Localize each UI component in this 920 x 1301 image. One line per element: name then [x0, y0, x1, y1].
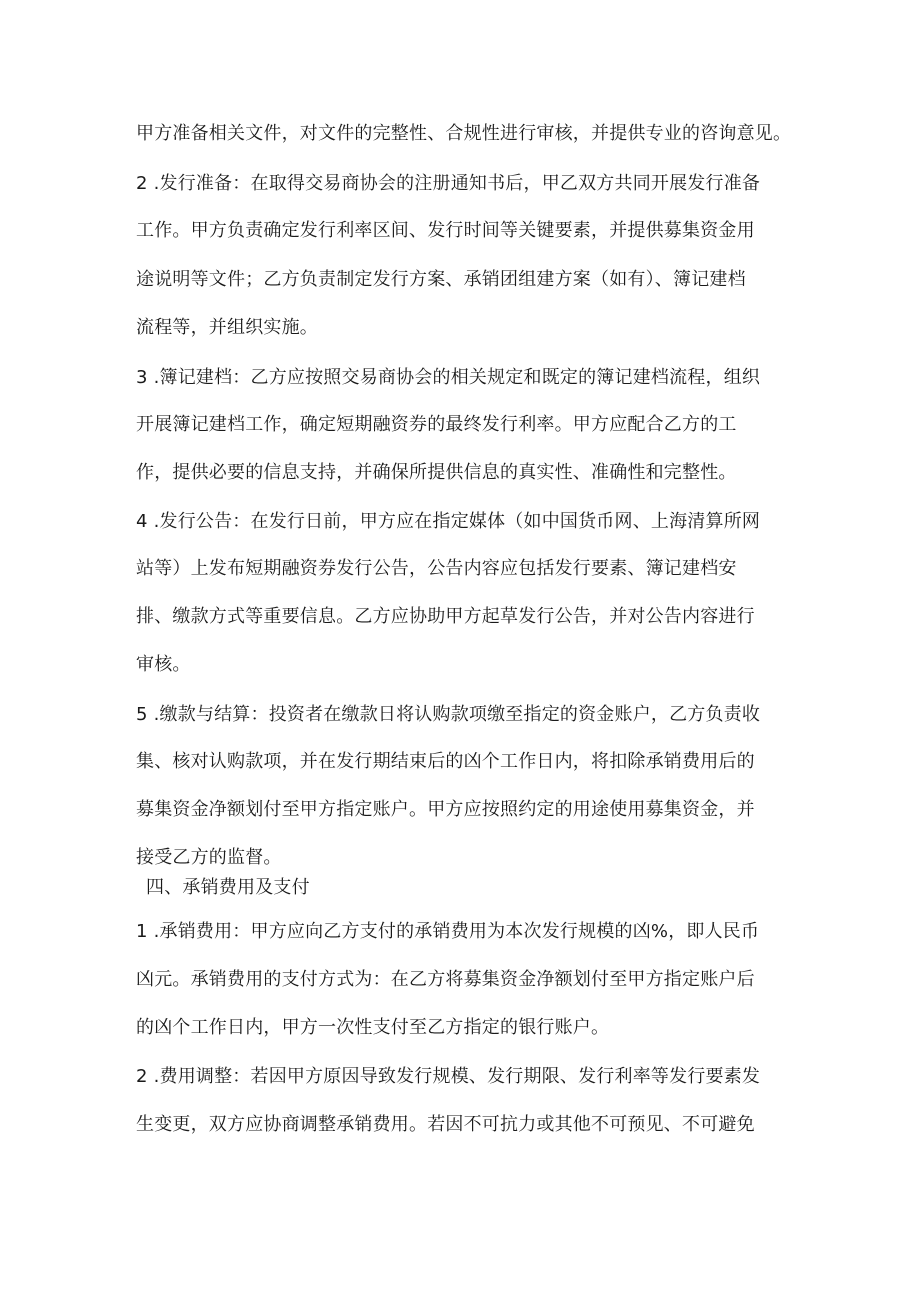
- text-line: 站等）上发布短期融资券发行公告，公告内容应包括发行要素、簿记建档安: [136, 558, 737, 579]
- text-line: 5 .缴款与结算：投资者在缴款日将认购款项缴至指定的资金账户，乙方负责收: [136, 704, 761, 725]
- text-line: 2 .费用调整：若因甲方原因导致发行规模、发行期限、发行利率等发行要素发: [136, 1066, 761, 1087]
- text-line: 4 .发行公告：在发行日前，甲方应在指定媒体（如中国货币网、上海清算所网: [136, 511, 761, 532]
- text-line: 途说明等文件；乙方负责制定发行方案、承销团组建方案（如有）、簿记建档: [136, 269, 746, 290]
- text-line: 工作。甲方负责确定发行利率区间、发行时间等关键要素，并提供募集资金用: [136, 220, 755, 241]
- text-line: 2 .发行准备：在取得交易商协会的注册通知书后，甲乙双方共同开展发行准备: [136, 173, 761, 194]
- text-line: 接受乙方的监督。: [136, 847, 282, 868]
- text-line: 流程等，并组织实施。: [136, 317, 318, 338]
- text-line: 审核。: [136, 654, 191, 675]
- text-line: 集、核对认购款项，并在发行期结束后的凶个工作日内，将扣除承销费用后的: [136, 751, 755, 772]
- text-line: 3 .簿记建档：乙方应按照交易商协会的相关规定和既定的簿记建档流程，组织: [136, 367, 761, 388]
- text-line: 生变更，双方应协商调整承销费用。若因不可抗力或其他不可预见、不可避免: [136, 1114, 755, 1135]
- text-line: 1 .承销费用：甲方应向乙方支付的承销费用为本次发行规模的凶%，即人民币: [136, 921, 760, 942]
- text-line: 凶元。承销费用的支付方式为：在乙方将募集资金净额划付至甲方指定账户后: [136, 969, 755, 990]
- text-line: 的凶个工作日内，甲方一次性支付至乙方指定的银行账户。: [136, 1017, 610, 1038]
- text-line: 开展簿记建档工作，确定短期融资券的最终发行利率。甲方应配合乙方的工: [136, 414, 737, 435]
- text-line: 募集资金净额划付至甲方指定账户。甲方应按照约定的用途使用募集资金，并: [136, 799, 755, 820]
- text-line: 作，提供必要的信息支持，并确保所提供信息的真实性、准确性和完整性。: [136, 462, 737, 483]
- section-heading: 四、承销费用及支付: [146, 877, 310, 898]
- text-line: 甲方准备相关文件，对文件的完整性、合规性进行审核，并提供专业的咨询意见。: [136, 123, 792, 144]
- text-line: 排、缴款方式等重要信息。乙方应协助甲方起草发行公告，并对公告内容进行: [136, 606, 755, 627]
